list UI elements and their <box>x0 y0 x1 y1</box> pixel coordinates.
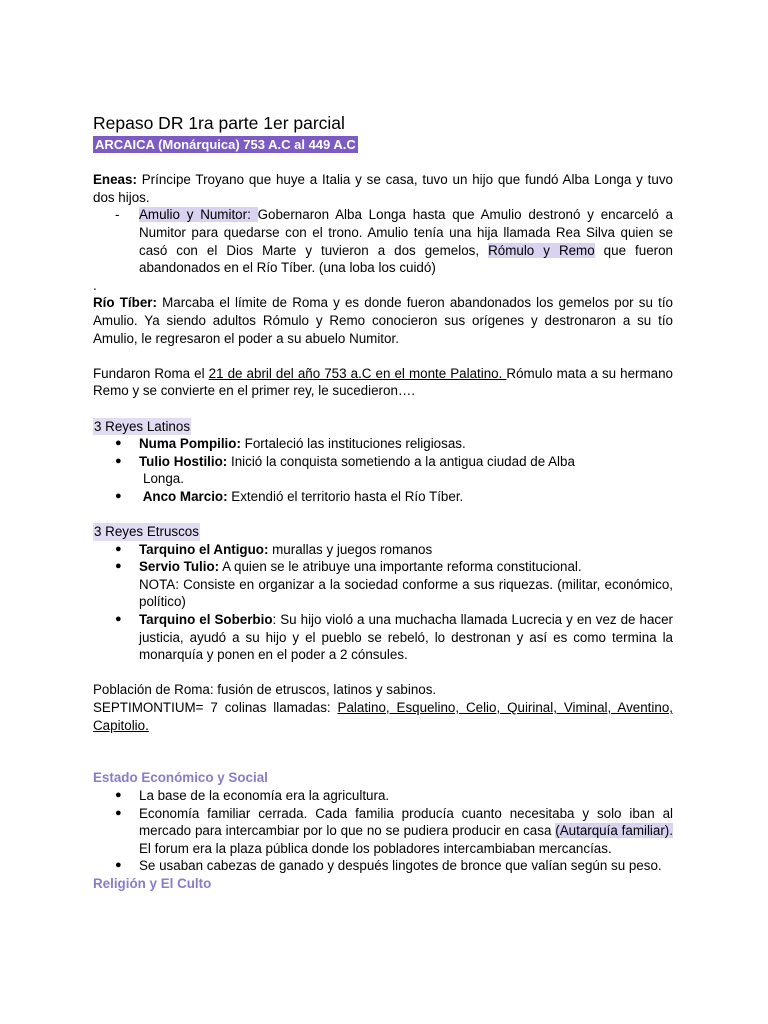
romulo-remo-highlight: Rómulo y Remo <box>488 242 595 258</box>
poblacion-paragraph: Población de Roma: fusión de etruscos, latinos y sabinos. <box>93 682 437 698</box>
document-title: Repaso DR 1ra parte 1er parcial <box>93 113 345 133</box>
eneas-paragraph: Eneas: Príncipe Troyano que huye a Italia y se casa, tuvo un hijo que fundó Alba Longa y tuvo dos hijos. <box>93 172 673 205</box>
list-item: ● Economía familiar cerrada. Cada familia producía cuanto necesitaba y solo iban al mercado para intercambiar por lo que no se pudiera producir en casa (Autarquía familiar). El forum era la plaza pública donde los pobladores intercambiaban mercancías. <box>93 805 673 858</box>
reyes-latinos-list <box>93 435 673 505</box>
founding-date: 21 de abril del año 753 a.C en el monte Palatino. <box>208 365 507 381</box>
list-item: ● Tulio Hostilio: Inició la conquista sometiendo a la antigua ciudad de Alba Longa. <box>93 453 673 488</box>
colinas-list: Palatino, Esquelino, Celio, Quirinal, Viminal, Aventino, Capitolio. <box>93 700 673 733</box>
estado-list <box>93 787 673 875</box>
period-subtitle: ARCAICA (Monárquica) 753 A.C al 449 A.C <box>95 137 356 152</box>
reyes-etruscos-list <box>93 541 673 664</box>
list-item: ● Numa Pompilio: Fortaleció las instituciones religiosas. <box>93 435 673 453</box>
dash-marker: - <box>115 207 120 223</box>
autarquia-highlight: (Autarquía familiar). <box>555 823 673 839</box>
list-item: ● Anco Marcio: Extendió el territorio hasta el Río Tíber. <box>93 488 673 506</box>
list-item: ● La base de la economía era la agricultura. <box>93 787 673 805</box>
reyes-etruscos-heading: 3 Reyes Etruscos <box>94 524 199 540</box>
estado-heading: Estado Económico y Social <box>93 770 268 786</box>
list-item: ● Se usaban cabezas de ganado y después lingotes de bronce que valían según su peso. <box>93 857 673 875</box>
document-body <box>93 112 673 893</box>
septimontium-paragraph: SEPTIMONTIUM= 7 colinas llamadas: Palatino, Esquelino, Celio, Quirinal, Viminal, Aventino, Capitolio. <box>93 700 673 733</box>
eneas-label: Eneas: <box>93 172 137 188</box>
stray-dot: . <box>93 277 97 293</box>
religion-heading: Religión y El Culto <box>93 875 212 891</box>
nota-text: NOTA: Consiste en organizar a la sociedad conforme a sus riquezas. (militar, económico, político) <box>139 576 673 610</box>
reyes-latinos-heading: 3 Reyes Latinos <box>94 418 191 434</box>
fundaron-paragraph: Fundaron Roma el 21 de abril del año 753 a.C en el monte Palatino. Rómulo mata a su hermano Remo y se convierte en el primer rey, le sucedieron…. <box>93 365 674 399</box>
rio-tiber-paragraph: Río Tíber: Marcaba el límite de Roma y es donde fueron abandonados los gemelos por su tío Amulio. Ya siendo adultos Rómulo y Remo conocieron sus orígenes y destronaron a su tío Amulio, le regresaron el poder a su abuelo Numitor. <box>93 295 673 346</box>
list-item: ● Servio Tulio: A quien se le atribuye una importante reforma constitucional. NOTA: Consiste en organizar a la sociedad conforme a sus riquezas. (militar, económico, político) <box>93 558 673 611</box>
amulio-highlight: Amulio y Numitor: <box>139 207 258 223</box>
amulio-item: - Amulio y Numitor: Gobernaron Alba Longa hasta que Amulio destronó y encarceló a Numitor para quedarse con el trono. Amulio tenía una hija llamada Rea Silva quien se casó con el Dios Marte y tuvieron a dos gemelos, Rómulo y Remo que fueron abandonados en el Río Tíber. (una loba los cuidó) <box>115 207 673 276</box>
rio-tiber-label: Río Tíber: <box>93 295 157 311</box>
list-item: ● Tarquino el Antiguo: murallas y juegos romanos <box>93 541 673 559</box>
list-item: ● Tarquino el Soberbio: Su hijo violó a una muchacha llamada Lucrecia y en vez de hacer justicia, ayudó a su hijo y el pueblo se rebeló, lo destronan y así es como termina la monarquía y ponen en el poder a 2 cónsules. <box>93 611 673 664</box>
